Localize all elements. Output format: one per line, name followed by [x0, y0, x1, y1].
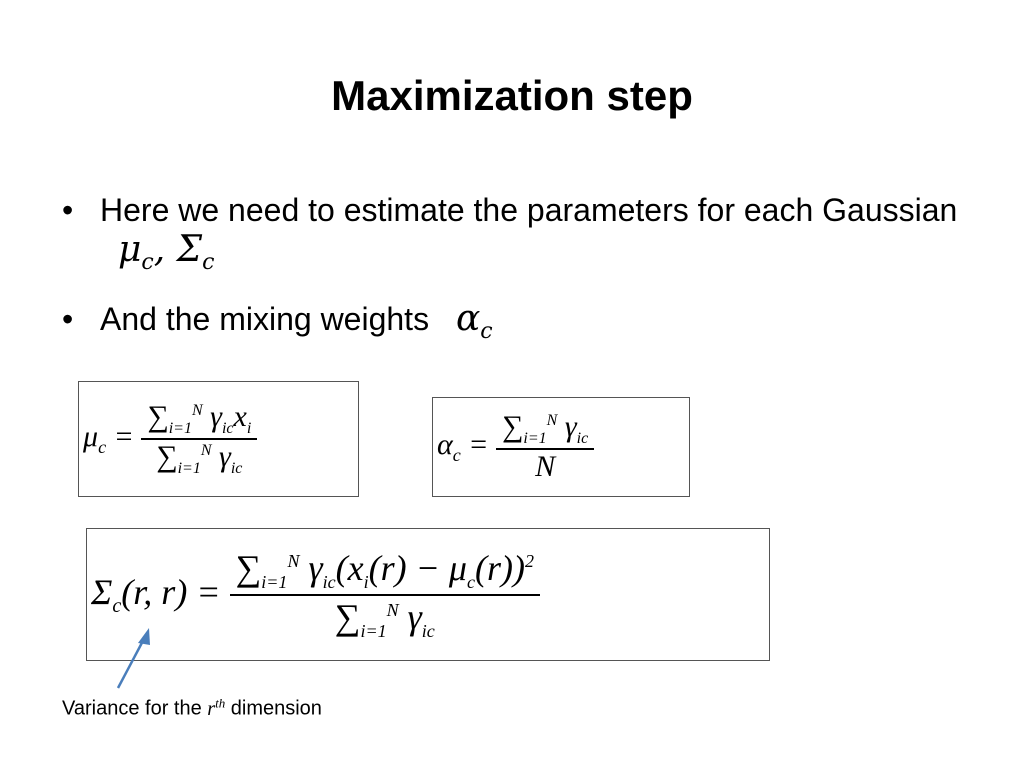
caption-suffix: dimension	[230, 697, 322, 720]
alpha-fraction: $\frac{\sum_{i=1}^N \gamma_{ic}}{N}$	[496, 410, 594, 484]
mu-fraction: $\frac{\sum_{i=1}^N \gamma_{ic}x_i}{\sum_{i=1}^N \gamma_{ic}}$	[141, 400, 257, 478]
bullet-dot-icon: •	[62, 192, 74, 228]
sigma-fraction: $\frac{\sum_{i=1}^N \gamma_{ic}(x_i(r) - \mu_c(r))^2}{\sum_{i=1}^N \gamma_{ic}}$	[230, 547, 540, 641]
mu-lhs: $\mu_c$ =	[83, 420, 142, 457]
bullet-weights-math: $\alpha_c$	[455, 298, 493, 345]
slide-title: Maximization step	[331, 72, 693, 119]
bullet-parameters-text: Here we need to estimate the parameters for each Gaussian	[100, 192, 958, 228]
caption-r: $r^{th}$	[207, 695, 226, 720]
caption-prefix: Variance for the	[62, 697, 202, 720]
sigma-lhs: $\Sigma_c(r$, r) =	[91, 571, 230, 618]
bullet-weights-text: And the mixing weights	[100, 301, 430, 338]
bullet-dot-icon: •	[62, 301, 74, 338]
alpha-lhs: $\alpha_c$ =	[437, 428, 496, 465]
bullet-parameters-math: $\mu_c$, $\Sigma_c$	[118, 229, 215, 276]
variance-caption	[62, 695, 322, 721]
